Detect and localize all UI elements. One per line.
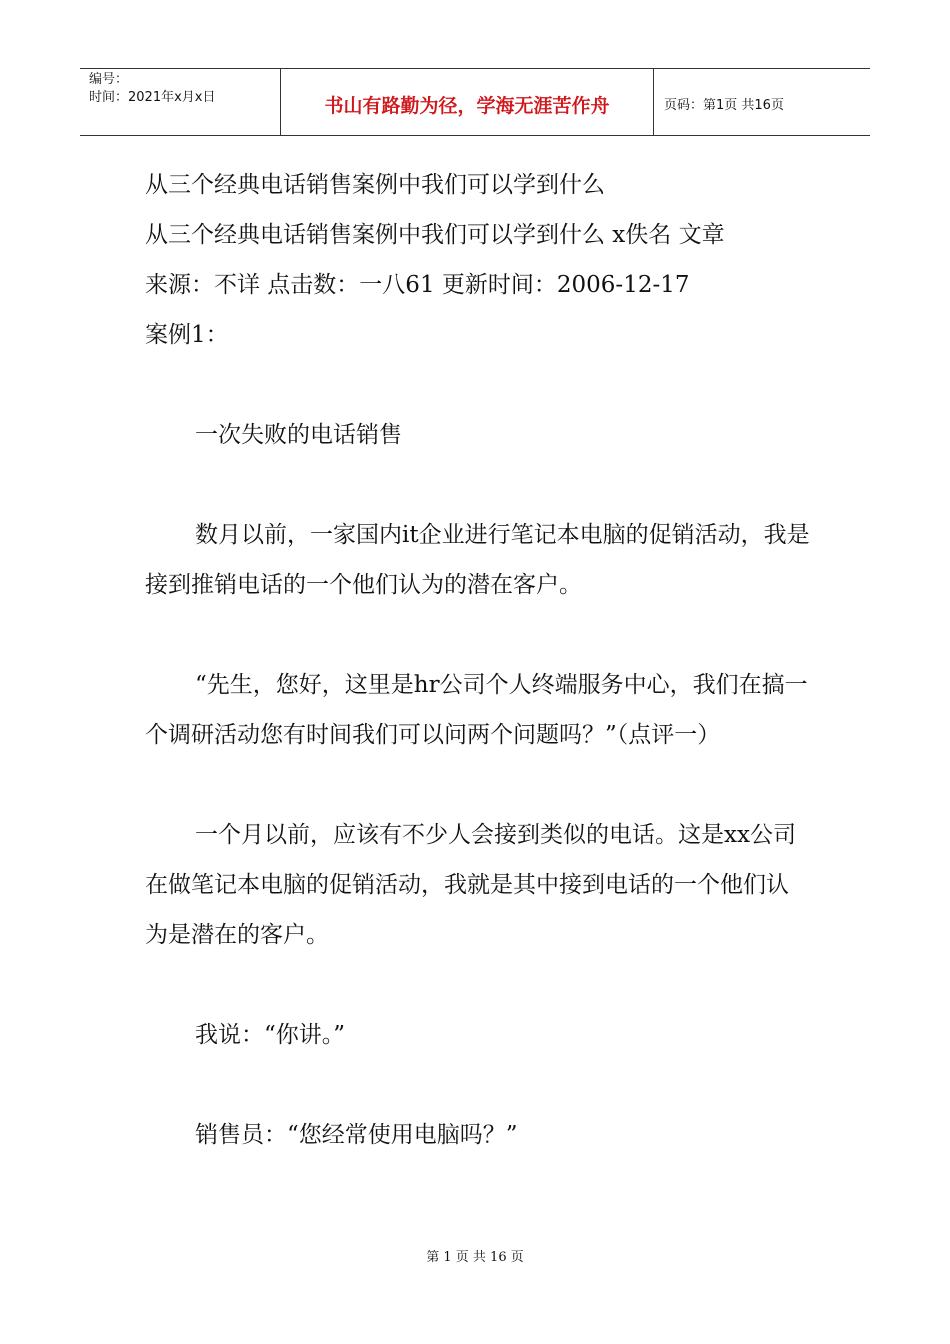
paragraph: “先生，您好，这里是hr公司个人终端服务中心，我们在搞一个调研活动您有时间我们可以问两个问题吗？”（点评一） <box>145 672 808 748</box>
document-number: 编号： <box>89 72 129 87</box>
spacer <box>145 760 810 810</box>
paragraph: 销售员：“您经常使用电脑吗？” <box>195 1122 518 1148</box>
page-header <box>80 68 870 136</box>
header-page-info: 页码：第1页 共16页 <box>664 97 784 113</box>
header-motto: 书山有路勤为径，学海无涯苦作舟 <box>281 69 654 135</box>
spacer <box>145 1060 810 1110</box>
page-footer: 第 1 页 共 16 页 <box>426 1250 524 1265</box>
paragraph: 一个月以前，应该有不少人会接到类似的电话。这是xx公司在做笔记本电脑的促销活动，我就是其中接到电话的一个他们认为是潜在的客户。 <box>145 822 796 948</box>
spacer <box>145 360 810 410</box>
document-date: 时间：2021年x月x日 <box>89 90 216 105</box>
article-subtitle: 从三个经典电话销售案例中我们可以学到什么 x佚名 文章 <box>145 222 725 248</box>
article-meta: 来源：不详 点击数：一八61 更新时间：2006-12-17 <box>145 272 690 298</box>
paragraph: 我说：“你讲。” <box>195 1022 346 1048</box>
header-meta <box>80 69 281 135</box>
section-heading: 一次失败的电话销售 <box>195 422 402 448</box>
spacer <box>145 610 810 660</box>
article-body <box>145 160 810 1160</box>
spacer <box>145 460 810 510</box>
case-label: 案例1： <box>145 322 229 348</box>
spacer <box>145 960 810 1010</box>
article-title: 从三个经典电话销售案例中我们可以学到什么 <box>145 172 605 198</box>
paragraph: 数月以前，一家国内it企业进行笔记本电脑的促销活动，我是接到推销电话的一个他们认为的潜在客户。 <box>145 522 810 598</box>
